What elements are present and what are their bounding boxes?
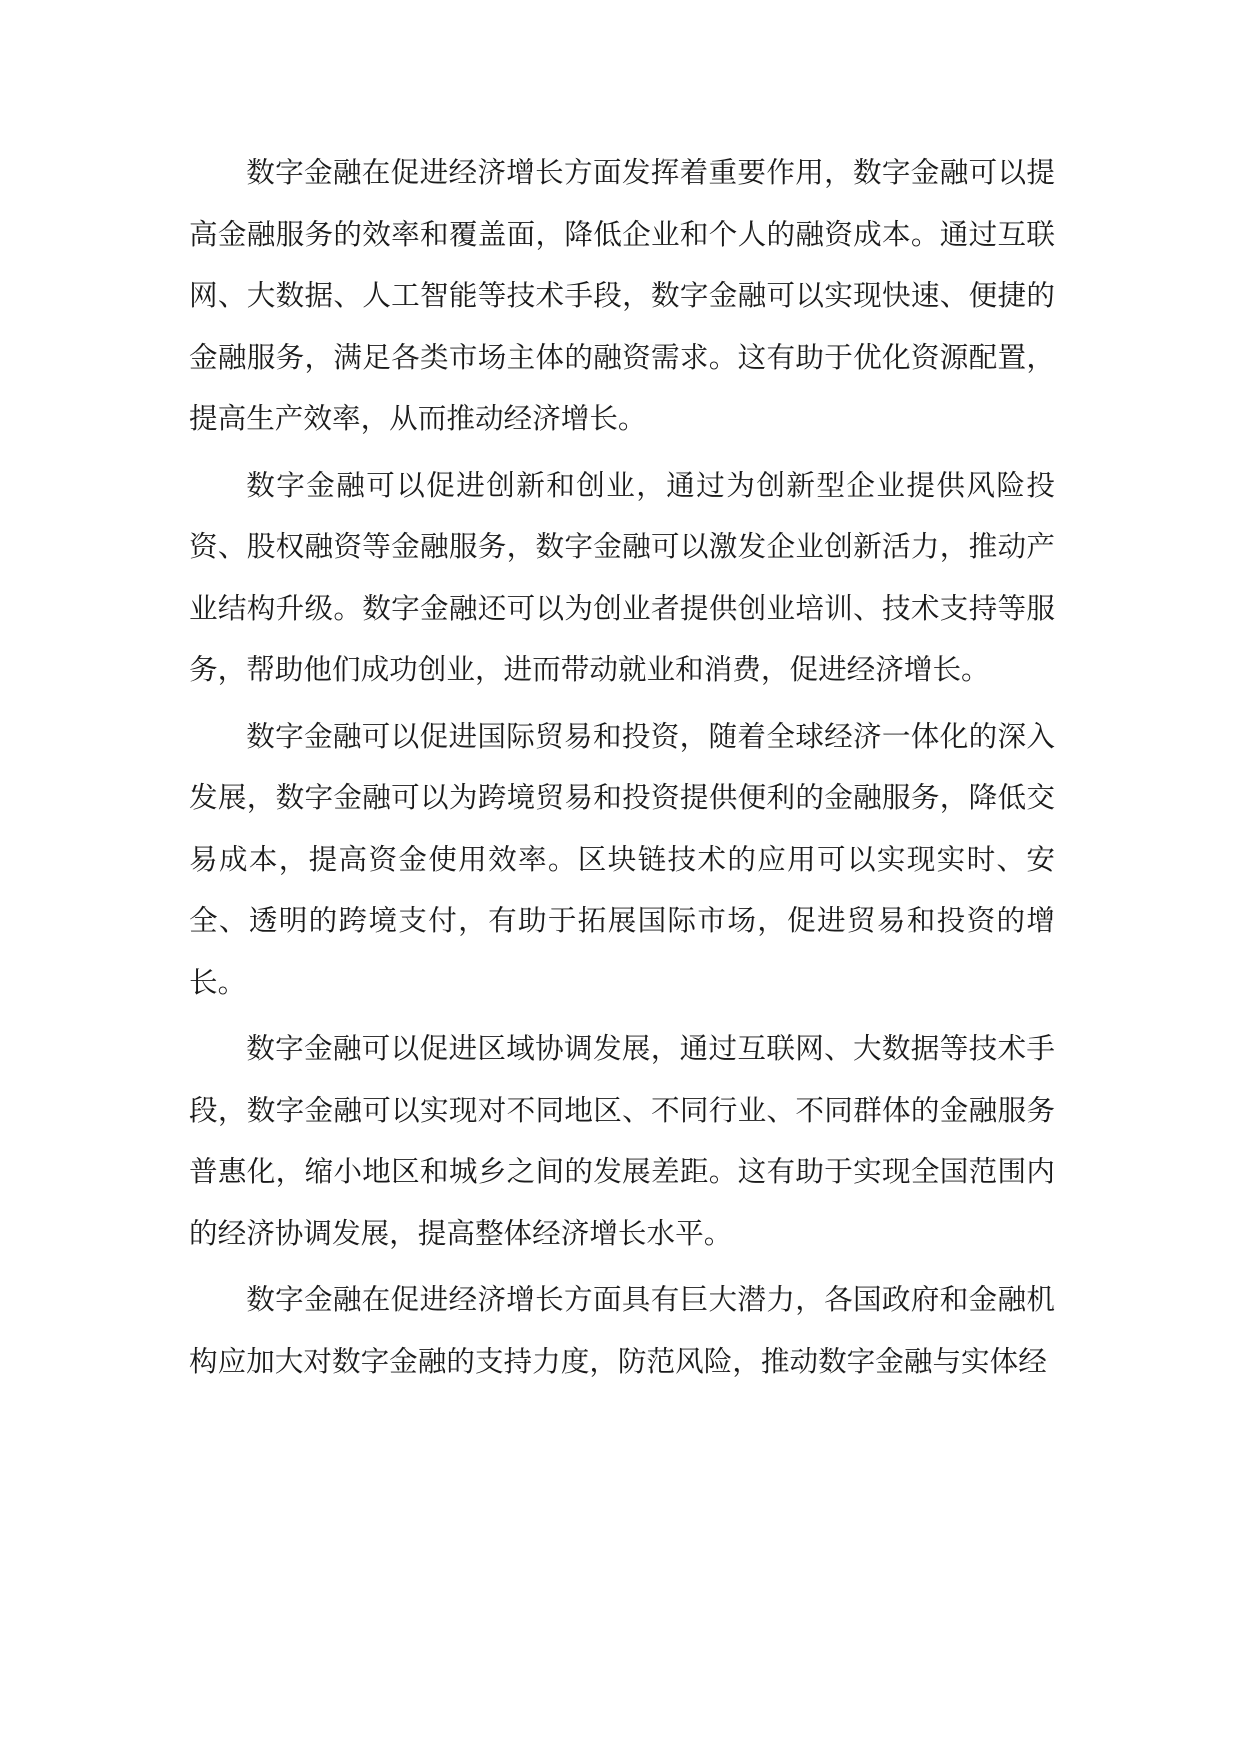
paragraph-3: 数字金融可以促进国际贸易和投资，随着全球经济一体化的深入发展，数字金融可以为跨境贸易和投资提供便利的金融服务，降低交易成本，提高资金使用效率。区块链技术的应用可以实现实时、安全、透明的跨境支付，有助于拓展国际市场，促进贸易和投资的增长。: [189, 718, 1055, 999]
paragraph-5: 数字金融在促进经济增长方面具有巨大潜力，各国政府和金融机构应加大对数字金融的支持力度，防范风险，推动数字金融与实体经: [189, 1282, 1055, 1378]
paragraph-2: 数字金融可以促进创新和创业，通过为创新型企业提供风险投资、股权融资等金融服务，数字金融可以激发企业创新活力，推动产业结构升级。数字金融还可以为创业者提供创业培训、技术支持等服务，帮助他们成功创业，进而带动就业和消费，促进经济增长。: [189, 467, 1055, 686]
paragraph-1: 数字金融在促进经济增长方面发挥着重要作用，数字金融可以提高金融服务的效率和覆盖面，降低企业和个人的融资成本。通过互联网、大数据、人工智能等技术手段，数字金融可以实现快速、便捷的金融服务，满足各类市场主体的融资需求。这有助于优化资源配置，提高生产效率，从而推动经济增长。: [189, 155, 1055, 435]
document-body: [189, 142, 1055, 1397]
paragraph-4: 数字金融可以促进区域协调发展，通过互联网、大数据等技术手段，数字金融可以实现对不同地区、不同行业、不同群体的金融服务普惠化，缩小地区和城乡之间的发展差距。这有助于实现全国范围内的经济协调发展，提高整体经济增长水平。: [189, 1031, 1055, 1250]
